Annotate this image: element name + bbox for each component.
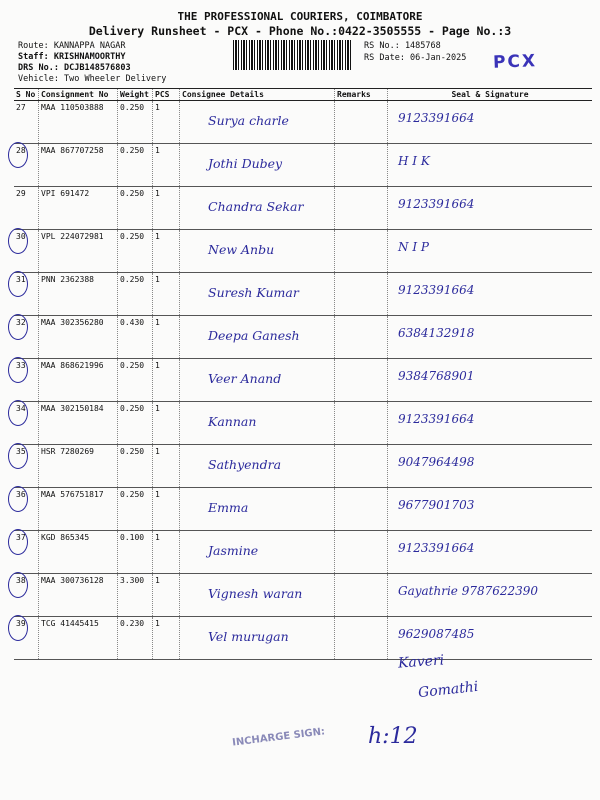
cell-weight bbox=[118, 488, 153, 531]
cell-consignment-text: PNN 2362388 bbox=[41, 275, 94, 284]
cell-weight-text: 0.250 bbox=[120, 275, 145, 284]
consignee-handwriting: Suresh Kumar bbox=[208, 285, 299, 300]
cell-consignee bbox=[180, 230, 335, 273]
consignee-handwriting: Vel murugan bbox=[208, 629, 289, 644]
consignee-handwriting: Sathyendra bbox=[208, 457, 282, 472]
cell-consignee bbox=[180, 359, 335, 402]
incharge-sign-faded: INCHARGE SIGN: bbox=[231, 726, 326, 749]
cell-sno-text: 29 bbox=[16, 189, 26, 198]
table-row bbox=[14, 617, 592, 660]
cell-remarks bbox=[335, 230, 388, 273]
cell-seal bbox=[388, 101, 593, 144]
seal-signature-handwriting: 9384768901 bbox=[398, 369, 475, 383]
cell-consignment-text: VPL 224072981 bbox=[41, 232, 104, 241]
cell-consignee bbox=[180, 273, 335, 316]
col-weight-header: Weight bbox=[118, 89, 153, 101]
cell-weight bbox=[118, 273, 153, 316]
cell-consignment-text: TCG 41445415 bbox=[41, 619, 99, 628]
cell-weight-text: 0.250 bbox=[120, 189, 145, 198]
cell-sno-text: 32 bbox=[16, 318, 26, 327]
seal-signature-handwriting: 6384132918 bbox=[398, 326, 475, 340]
cell-remarks bbox=[335, 617, 388, 660]
consignee-handwriting: Chandra Sekar bbox=[208, 199, 304, 214]
pen-circle-mark bbox=[8, 572, 28, 598]
cell-consignee bbox=[180, 187, 335, 230]
cell-consignment bbox=[39, 359, 118, 402]
cell-seal bbox=[388, 144, 593, 187]
pen-circle-mark bbox=[8, 486, 28, 512]
footer-signature-1: Kaveri bbox=[397, 652, 445, 672]
cell-pcs bbox=[153, 273, 180, 316]
pen-circle-mark bbox=[8, 400, 28, 426]
cell-pcs-text: 1 bbox=[155, 189, 160, 198]
table-row bbox=[14, 402, 592, 445]
cell-sno-text: 34 bbox=[16, 404, 26, 413]
consignee-handwriting: Emma bbox=[208, 500, 249, 515]
cell-sno bbox=[14, 316, 39, 359]
col-remarks-header: Remarks bbox=[335, 89, 388, 101]
runsheet-table bbox=[14, 88, 592, 660]
cell-weight bbox=[118, 359, 153, 402]
consignee-handwriting: Jasmine bbox=[208, 543, 259, 558]
pen-circle-mark bbox=[8, 529, 28, 555]
cell-consignment bbox=[39, 187, 118, 230]
cell-consignee bbox=[180, 402, 335, 445]
cell-sno bbox=[14, 617, 39, 660]
consignee-handwriting: Jothi Dubey bbox=[208, 156, 283, 171]
cell-pcs bbox=[153, 574, 180, 617]
table-row bbox=[14, 488, 592, 531]
rs-no-label: RS No.: 1485768 bbox=[364, 41, 441, 51]
cell-consignment bbox=[39, 574, 118, 617]
cell-weight bbox=[118, 402, 153, 445]
cell-weight-text: 3.300 bbox=[120, 576, 145, 585]
cell-weight bbox=[118, 230, 153, 273]
cell-weight-text: 0.250 bbox=[120, 404, 145, 413]
cell-consignment bbox=[39, 273, 118, 316]
cell-weight-text: 0.250 bbox=[120, 103, 145, 112]
cell-pcs bbox=[153, 359, 180, 402]
cell-weight bbox=[118, 187, 153, 230]
col-seal-header: Seal & Signature bbox=[388, 89, 593, 101]
cell-consignment-text: HSR 7280269 bbox=[41, 447, 94, 456]
cell-remarks bbox=[335, 402, 388, 445]
cell-weight-text: 0.250 bbox=[120, 447, 145, 456]
cell-sno bbox=[14, 402, 39, 445]
cell-pcs bbox=[153, 488, 180, 531]
cell-remarks bbox=[335, 531, 388, 574]
table-row bbox=[14, 574, 592, 617]
staff-label: Staff: KRISHNAMOORTHY bbox=[18, 52, 126, 62]
cell-consignment-text: MAA 576751817 bbox=[41, 490, 104, 499]
cell-pcs-text: 1 bbox=[155, 232, 160, 241]
cell-consignment bbox=[39, 144, 118, 187]
cell-sno-text: 28 bbox=[16, 146, 26, 155]
seal-signature-handwriting: H I K bbox=[398, 154, 430, 168]
table-row bbox=[14, 101, 592, 144]
cell-weight bbox=[118, 617, 153, 660]
pcx-stamp: PCX bbox=[492, 51, 538, 73]
cell-pcs-text: 1 bbox=[155, 275, 160, 284]
cell-consignee bbox=[180, 316, 335, 359]
cell-sno-text: 33 bbox=[16, 361, 26, 370]
cell-consignment bbox=[39, 531, 118, 574]
cell-sno-text: 37 bbox=[16, 533, 26, 542]
cell-pcs-text: 1 bbox=[155, 447, 160, 456]
cell-sno bbox=[14, 273, 39, 316]
cell-remarks bbox=[335, 101, 388, 144]
cell-sno bbox=[14, 445, 39, 488]
seal-signature-handwriting: 9123391664 bbox=[398, 412, 475, 426]
cell-remarks bbox=[335, 273, 388, 316]
cell-seal bbox=[388, 402, 593, 445]
cell-sno bbox=[14, 144, 39, 187]
table-row bbox=[14, 359, 592, 402]
consignee-handwriting: Vignesh waran bbox=[208, 586, 303, 601]
cell-pcs-text: 1 bbox=[155, 146, 160, 155]
seal-signature-handwriting: 9047964498 bbox=[398, 455, 475, 469]
pen-circle-mark bbox=[8, 228, 28, 254]
cell-weight bbox=[118, 574, 153, 617]
cell-seal bbox=[388, 316, 593, 359]
cell-weight-text: 0.250 bbox=[120, 490, 145, 499]
cell-remarks bbox=[335, 488, 388, 531]
cell-weight-text: 0.230 bbox=[120, 619, 145, 628]
cell-remarks bbox=[335, 445, 388, 488]
cell-seal bbox=[388, 531, 593, 574]
cell-pcs bbox=[153, 187, 180, 230]
consignee-handwriting: Surya charle bbox=[208, 113, 289, 128]
cell-sno bbox=[14, 359, 39, 402]
cell-sno-text: 31 bbox=[16, 275, 26, 284]
cell-pcs bbox=[153, 445, 180, 488]
barcode bbox=[233, 40, 351, 70]
vehicle-label: Vehicle: Two Wheeler Delivery bbox=[18, 74, 167, 84]
cell-pcs bbox=[153, 402, 180, 445]
table-row bbox=[14, 230, 592, 273]
cell-pcs-text: 1 bbox=[155, 361, 160, 370]
cell-consignment bbox=[39, 445, 118, 488]
seal-signature-handwriting: 9629087485 bbox=[398, 627, 475, 641]
seal-signature-handwriting: 9677901703 bbox=[398, 498, 475, 512]
route-label: Route: KANNAPPA NAGAR bbox=[18, 41, 126, 51]
cell-pcs-text: 1 bbox=[155, 576, 160, 585]
incharge-mark: h:12 bbox=[368, 724, 418, 749]
cell-consignment-text: MAA 110503888 bbox=[41, 103, 104, 112]
cell-seal bbox=[388, 617, 593, 660]
consignee-handwriting: Kannan bbox=[208, 414, 257, 429]
cell-pcs bbox=[153, 101, 180, 144]
consignee-handwriting: Deepa Ganesh bbox=[208, 328, 300, 343]
cell-consignment bbox=[39, 488, 118, 531]
pen-circle-mark bbox=[8, 314, 28, 340]
cell-pcs-text: 1 bbox=[155, 404, 160, 413]
seal-signature-handwriting: Gayathrie 9787622390 bbox=[398, 584, 539, 598]
drs-label: DRS No.: DCJB148576803 bbox=[18, 63, 131, 73]
cell-pcs bbox=[153, 617, 180, 660]
cell-consignment-text: VPI 691472 bbox=[41, 189, 90, 198]
cell-consignment-text: MAA 302356280 bbox=[41, 318, 104, 327]
pen-circle-mark bbox=[8, 271, 28, 297]
cell-consignment-text: MAA 300736128 bbox=[41, 576, 104, 585]
cell-weight bbox=[118, 445, 153, 488]
cell-seal bbox=[388, 359, 593, 402]
cell-consignee bbox=[180, 144, 335, 187]
table-row bbox=[14, 187, 592, 230]
cell-weight-text: 0.430 bbox=[120, 318, 145, 327]
col-consignee-header: Consignee Details bbox=[180, 89, 335, 101]
cell-pcs bbox=[153, 531, 180, 574]
cell-consignee bbox=[180, 574, 335, 617]
cell-sno-text: 36 bbox=[16, 490, 26, 499]
cell-sno-text: 35 bbox=[16, 447, 26, 456]
table-header-row bbox=[14, 89, 592, 101]
cell-consignee bbox=[180, 617, 335, 660]
col-sno-header: S No bbox=[14, 89, 39, 101]
cell-pcs bbox=[153, 316, 180, 359]
cell-consignment-text: MAA 867707258 bbox=[41, 146, 104, 155]
cell-seal bbox=[388, 230, 593, 273]
cell-seal bbox=[388, 488, 593, 531]
cell-sno-text: 39 bbox=[16, 619, 26, 628]
cell-consignment-text: KGD 865345 bbox=[41, 533, 90, 542]
cell-seal bbox=[388, 445, 593, 488]
cell-weight-text: 0.250 bbox=[120, 146, 145, 155]
cell-remarks bbox=[335, 316, 388, 359]
cell-sno-text: 30 bbox=[16, 232, 26, 241]
cell-pcs-text: 1 bbox=[155, 533, 160, 542]
table-row bbox=[14, 316, 592, 359]
seal-signature-handwriting: 9123391664 bbox=[398, 283, 475, 297]
cell-seal bbox=[388, 574, 593, 617]
pen-circle-mark bbox=[8, 443, 28, 469]
cell-seal bbox=[388, 273, 593, 316]
cell-pcs-text: 1 bbox=[155, 490, 160, 499]
cell-weight bbox=[118, 531, 153, 574]
cell-sno-text: 38 bbox=[16, 576, 26, 585]
cell-remarks bbox=[335, 144, 388, 187]
cell-consignment-text: MAA 868621996 bbox=[41, 361, 104, 370]
cell-remarks bbox=[335, 574, 388, 617]
cell-pcs-text: 1 bbox=[155, 619, 160, 628]
cell-consignment bbox=[39, 316, 118, 359]
seal-signature-handwriting: 9123391664 bbox=[398, 111, 475, 125]
seal-signature-handwriting: 9123391664 bbox=[398, 197, 475, 211]
cell-sno bbox=[14, 101, 39, 144]
pen-circle-mark bbox=[8, 357, 28, 383]
table-row bbox=[14, 144, 592, 187]
cell-seal bbox=[388, 187, 593, 230]
cell-weight-text: 0.250 bbox=[120, 232, 145, 241]
cell-sno bbox=[14, 230, 39, 273]
cell-pcs bbox=[153, 230, 180, 273]
consignee-handwriting: New Anbu bbox=[208, 242, 275, 257]
cell-sno-text: 27 bbox=[16, 103, 26, 112]
rs-date-label: RS Date: 06-Jan-2025 bbox=[364, 53, 467, 63]
cell-consignment bbox=[39, 402, 118, 445]
col-consignment-header: Consignment No bbox=[39, 89, 118, 101]
cell-pcs bbox=[153, 144, 180, 187]
seal-signature-handwriting: N I P bbox=[398, 240, 429, 254]
cell-consignee bbox=[180, 488, 335, 531]
cell-consignee bbox=[180, 101, 335, 144]
cell-consignee bbox=[180, 445, 335, 488]
col-pcs-header: PCS bbox=[153, 89, 180, 101]
cell-sno bbox=[14, 531, 39, 574]
cell-remarks bbox=[335, 187, 388, 230]
cell-weight-text: 0.100 bbox=[120, 533, 145, 542]
cell-weight bbox=[118, 144, 153, 187]
consignee-handwriting: Veer Anand bbox=[208, 371, 282, 386]
cell-consignment bbox=[39, 617, 118, 660]
cell-consignee bbox=[180, 531, 335, 574]
cell-consignment-text: MAA 302150184 bbox=[41, 404, 104, 413]
cell-consignment bbox=[39, 101, 118, 144]
table-row bbox=[14, 531, 592, 574]
cell-consignment bbox=[39, 230, 118, 273]
company-title: THE PROFESSIONAL COURIERS, COIMBATORE bbox=[177, 10, 423, 23]
table-row bbox=[14, 445, 592, 488]
footer-signature-2: Gomathi bbox=[417, 678, 480, 702]
cell-pcs-text: 1 bbox=[155, 318, 160, 327]
cell-weight bbox=[118, 316, 153, 359]
runsheet-subtitle: Delivery Runsheet - PCX - Phone No.:0422-3505555 - Page No.:3 bbox=[88, 24, 512, 38]
cell-sno bbox=[14, 488, 39, 531]
pen-circle-mark bbox=[8, 142, 28, 168]
pen-circle-mark bbox=[8, 615, 28, 641]
cell-sno bbox=[14, 574, 39, 617]
cell-pcs-text: 1 bbox=[155, 103, 160, 112]
cell-sno bbox=[14, 187, 39, 230]
cell-remarks bbox=[335, 359, 388, 402]
table-row bbox=[14, 273, 592, 316]
cell-weight bbox=[118, 101, 153, 144]
cell-weight-text: 0.250 bbox=[120, 361, 145, 370]
seal-signature-handwriting: 9123391664 bbox=[398, 541, 475, 555]
